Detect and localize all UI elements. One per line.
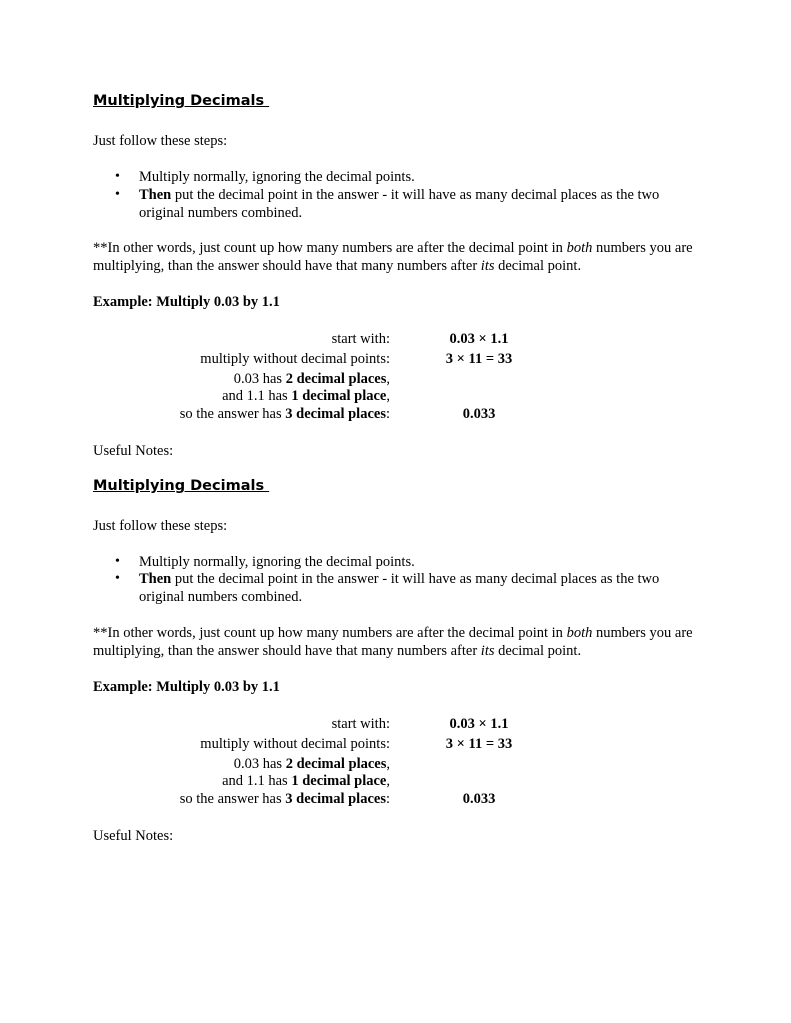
step-1: Multiply normally, ignoring the decimal points.: [139, 554, 415, 570]
bullet-icon: •: [115, 554, 120, 569]
para-italic: its: [480, 643, 495, 659]
multiply-label: multiply without decimal points:: [200, 736, 390, 752]
para-italic: both: [566, 625, 593, 641]
decimal-places-line-3: so the answer has 3 decimal places:: [179, 791, 390, 807]
section-heading: Multiplying Decimals: [93, 478, 270, 494]
example-heading: Example: Multiply 0.03 by 1.1: [93, 679, 280, 695]
useful-notes: Useful Notes:: [93, 443, 174, 459]
step-2-bold: Then: [139, 187, 172, 203]
example-heading: Example: Multiply 0.03 by 1.1: [93, 294, 280, 310]
multiply-label: multiply without decimal points:: [200, 351, 390, 367]
decimal-places-line-2: and 1.1 has 1 decimal place,: [222, 388, 390, 404]
bullet-icon: •: [115, 169, 120, 184]
bullet-icon: •: [115, 187, 120, 202]
para-italic: its: [480, 258, 495, 274]
para-italic: both: [566, 240, 593, 256]
step-2-text: put the decimal point in the answer - it will have as many decimal places as the two original numbers combined.: [139, 187, 660, 221]
decimal-places-line-1: 0.03 has 2 decimal places,: [233, 371, 390, 387]
decimal-places-line-2: and 1.1 has 1 decimal place,: [222, 773, 390, 789]
useful-notes: Useful Notes:: [93, 828, 174, 844]
decimal-places-line-3: so the answer has 3 decimal places:: [179, 406, 390, 422]
para-text: **In other words, just count up how many numbers are after the decimal point in: [93, 240, 567, 256]
step-2-text: put the decimal point in the answer - it will have as many decimal places as the two original numbers combined.: [139, 571, 660, 605]
para-text: numbers you are multiplying, than the answer should have that many numbers after: [93, 625, 693, 659]
para-text: **In other words, just count up how many numbers are after the decimal point in: [93, 625, 567, 641]
document-page: Multiplying Decimals Just follow these steps: • Multiply normally, ignoring the decimal points. • Then put the decimal point in the answer - it will have as many decimal places as the two original numbers combined. **In other words, just count up how many numbers are after the decimal point in both numbers you are multiplying, than the answer should have that many numbers after its decimal point. Example: Multiply 0.03 by 1.1 start with: 0.03 × 1.1 multiply without decimal points: 3 × 11 = 33 0.03 has 2 decimal places, and 1.1 has 1 decimal place, so the answer has 3 decimal places: 0.033 Useful Notes: Multiplying Decimals Just follow these steps: • Multiply normally, ignoring the decimal points. • Then put the decimal point in the answer - it will have as many decimal places as the two original numbers combined. **In other words, just count up how many numbers are after the decimal point in both numbers you are multiplying, than the answer should have that many numbers after its decimal point. Example: Multiply 0.03 by 1.1 start with: 0.03 × 1.1 multiply without decimal points: 3 × 11 = 33 0.03 has 2 decimal places, and 1.1 has 1 decimal place, so the answer has 3 decimal places: 0.033 Useful Notes:: [0, 0, 791, 1023]
section-heading: Multiplying Decimals: [93, 93, 270, 109]
decimal-places-line-1: 0.03 has 2 decimal places,: [233, 756, 390, 772]
explanation-paragraph: [93, 239, 693, 275]
step-1: Multiply normally, ignoring the decimal points.: [139, 169, 415, 185]
bullet-icon: •: [115, 571, 120, 586]
step-2: [139, 570, 699, 606]
start-label: start with:: [331, 331, 390, 347]
step-2: [139, 186, 699, 222]
para-text: decimal point.: [494, 258, 582, 274]
start-label: start with:: [331, 716, 390, 732]
para-text: decimal point.: [494, 643, 582, 659]
intro-text: Just follow these steps:: [93, 133, 228, 149]
explanation-paragraph: [93, 624, 693, 660]
para-text: numbers you are multiplying, than the answer should have that many numbers after: [93, 240, 693, 274]
intro-text: Just follow these steps:: [93, 518, 228, 534]
step-2-bold: Then: [139, 571, 172, 587]
